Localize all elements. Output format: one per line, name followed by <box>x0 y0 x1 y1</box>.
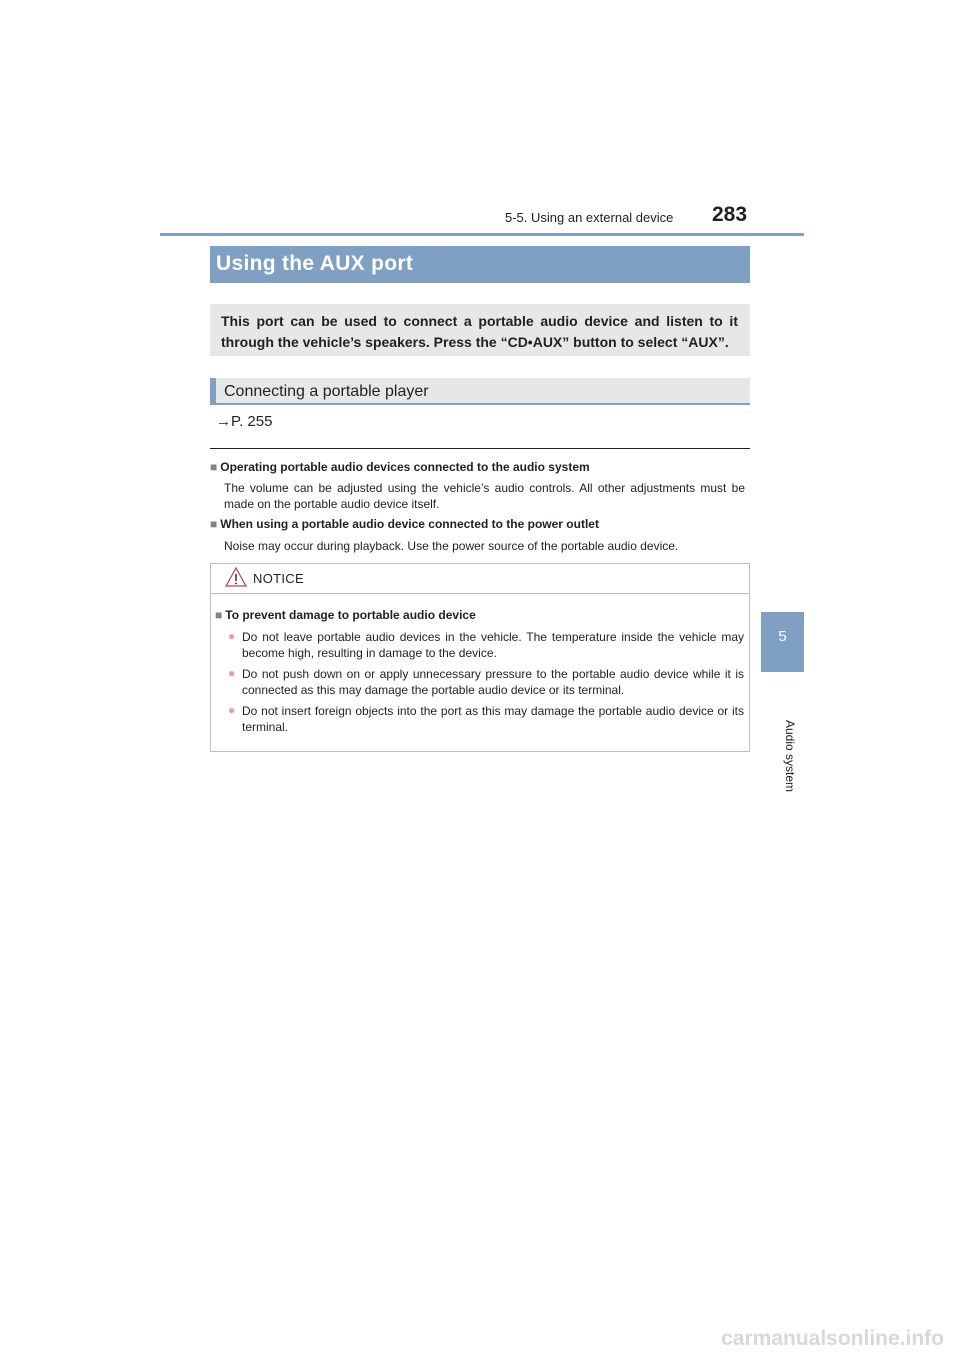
section-divider <box>210 448 750 449</box>
chapter-label: Audio system <box>783 720 797 793</box>
note-heading: ■ When using a portable audio device connected to the power outlet <box>210 517 599 531</box>
notice-bullet: ● Do not insert foreign objects into the port as this may damage the portable audio device or its terminal. <box>228 703 744 734</box>
warning-triangle-icon <box>224 566 248 588</box>
square-bullet-icon: ■ <box>210 460 218 474</box>
page-reference: →P. 255 <box>216 413 273 430</box>
intro-box: This port can be used to connect a portable audio device and listen to it through the vehicle’s speakers. Press the “CD•AUX” button to select “AUX”. <box>210 304 750 356</box>
note-body: The volume can be adjusted using the vehicle’s audio controls. All other adjustments must be made on the portable audio device itself. <box>224 481 745 511</box>
chapter-number: 5 <box>778 628 787 645</box>
notice-divider <box>211 593 749 594</box>
note-heading: ■ Operating portable audio devices connected to the audio system <box>210 460 590 474</box>
circle-bullet-icon: ● <box>228 629 236 643</box>
subsection-title: Connecting a portable player <box>224 383 429 400</box>
watermark-logo <box>626 1326 946 1350</box>
svg-text:carmanualsonline.info: carmanualsonline.info <box>721 1327 944 1350</box>
subsection-accent <box>210 378 216 405</box>
notice-bullet: ● Do not push down on or apply unnecessary pressure to the portable audio device while it is connected as this may damage the portable audio device or its terminal. <box>228 666 744 697</box>
notice-bullet: ● Do not leave portable audio devices in the vehicle. The temperature inside the vehicle may become high, resulting in damage to the device. <box>228 629 744 660</box>
square-bullet-icon: ■ <box>215 608 223 622</box>
page-number: 283 <box>712 203 748 226</box>
section-header: 5-5. Using an external device <box>505 210 674 225</box>
circle-bullet-icon: ● <box>228 703 236 717</box>
notice-heading: ■ To prevent damage to portable audio device <box>215 608 476 622</box>
notice-title: NOTICE <box>253 571 304 586</box>
note-body: Noise may occur during playback. Use the power source of the portable audio device. <box>224 539 679 553</box>
page-title: Using the AUX port <box>216 252 414 275</box>
header-rule <box>160 233 804 236</box>
square-bullet-icon: ■ <box>210 517 218 531</box>
circle-bullet-icon: ● <box>228 666 236 680</box>
